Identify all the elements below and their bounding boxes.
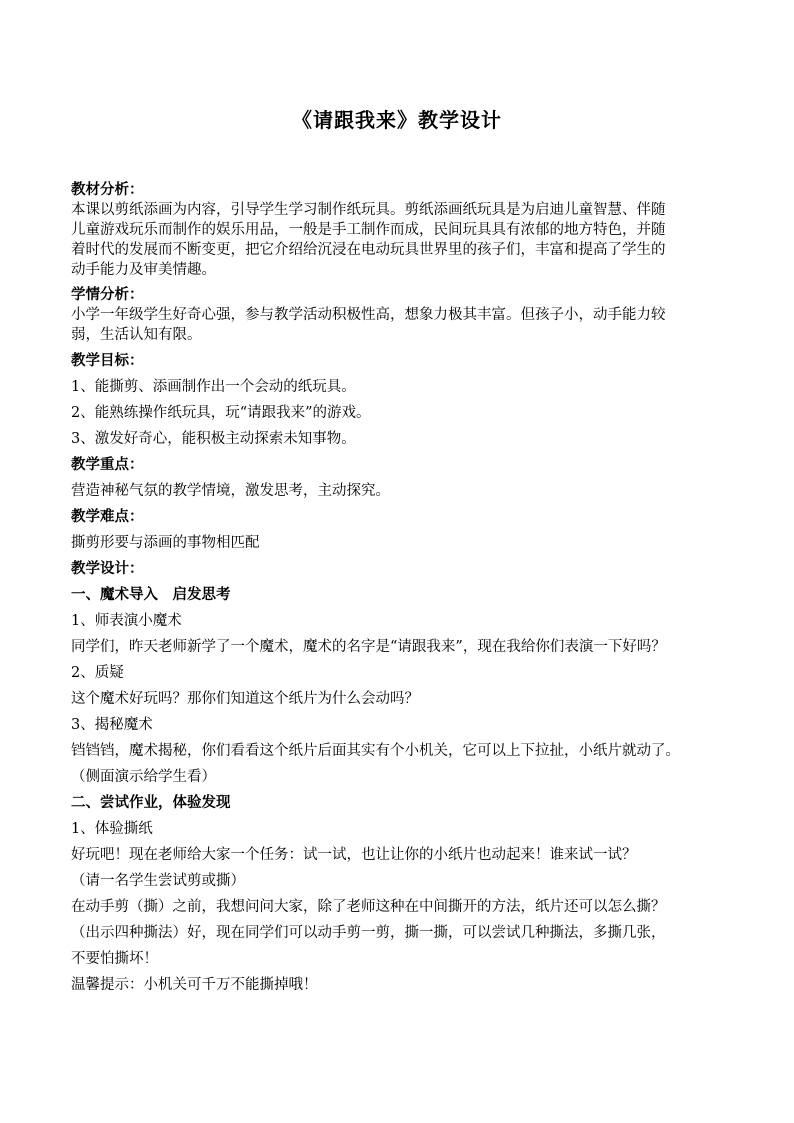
body-line: （请一名学生尝试剪或撕） — [71, 873, 245, 889]
section-heading: 教学设计： — [71, 560, 144, 577]
body-line: 2、质疑 — [71, 665, 124, 681]
section-heading: 教学重点： — [71, 456, 144, 473]
body-line: 1、能撕剪、添画制作出一个会动的纸玩具。 — [71, 379, 356, 395]
section-heading: 学情分析： — [71, 286, 144, 303]
body-line: 3、激发好奇心，能积极主动探索未知事物。 — [71, 431, 356, 447]
section-heading: 一、魔术导入 启发思考 — [71, 586, 231, 603]
body-line: 1、师表演小魔术 — [71, 613, 182, 629]
body-line: 温馨提示：小机关可千万不能撕掉哦！ — [71, 977, 318, 993]
body-line: 这个魔术好玩吗？那你们知道这个纸片为什么会动吗？ — [71, 691, 419, 707]
section-heading: 二、尝试作业，体验发现 — [71, 794, 231, 811]
body-line: 3、揭秘魔术 — [71, 717, 153, 733]
body-line: 小学一年级学生好奇心强，参与教学活动积极性高，想象力极其丰富。但孩子小，动手能力较 — [71, 307, 666, 323]
body-line: 着时代的发展而不断变更，把它介绍给沉浸在电动玩具世界里的孩子们，丰富和提高了学生的 — [71, 242, 666, 258]
section-heading: 教学目标： — [71, 352, 144, 369]
body-line: 1、体验撕纸 — [71, 821, 153, 837]
section-heading: 教材分析： — [71, 181, 144, 198]
section-heading: 教学难点： — [71, 508, 144, 525]
body-line: 儿童游戏玩乐而制作的娱乐用品，一般是手工制作而成，民间玩具具有浓郁的地方特色，并随 — [71, 222, 666, 238]
body-line: 不要怕撕坏！ — [71, 951, 158, 967]
body-line: 铛铛铛，魔术揭秘，你们看看这个纸片后面其实有个小机关，它可以上下拉扯，小纸片就动了。 — [71, 743, 680, 759]
body-line: 弱，生活认知有限。 — [71, 327, 202, 343]
body-line: 同学们，昨天老师新学了一个魔术，魔术的名字是“请跟我来”，现在我给你们表演一下好吗？ — [71, 639, 666, 655]
body-line: 本课以剪纸添画为内容，引导学生学习制作纸玩具。剪纸添画纸玩具是为启迪儿童智慧、伴随 — [71, 202, 666, 218]
body-line: 2、能熟练操作纸玩具，玩“请跟我来”的游戏。 — [71, 405, 371, 421]
body-line: 在动手剪（撕）之前，我想问问大家，除了老师这种在中间撕开的方法，纸片还可以怎么撕？ — [71, 899, 666, 915]
document-title: 《请跟我来》教学设计 — [292, 108, 502, 132]
body-line: 营造神秘气氛的教学情境，激发思考，主动探究。 — [71, 483, 390, 499]
document-body — [71, 180, 731, 995]
body-line: 动手能力及审美情趣。 — [71, 262, 216, 278]
body-line: 好玩吧！现在老师给大家一个任务：试一试，也让让你的小纸片也动起来！谁来试一试？ — [71, 847, 637, 863]
body-line: （出示四种撕法）好，现在同学们可以动手剪一剪，撕一撕，可以尝试几种撕法，多撕几张， — [71, 925, 666, 941]
body-line: 撕剪形要与添画的事物相匹配 — [71, 535, 260, 551]
body-line: （侧面演示给学生看） — [71, 769, 216, 785]
